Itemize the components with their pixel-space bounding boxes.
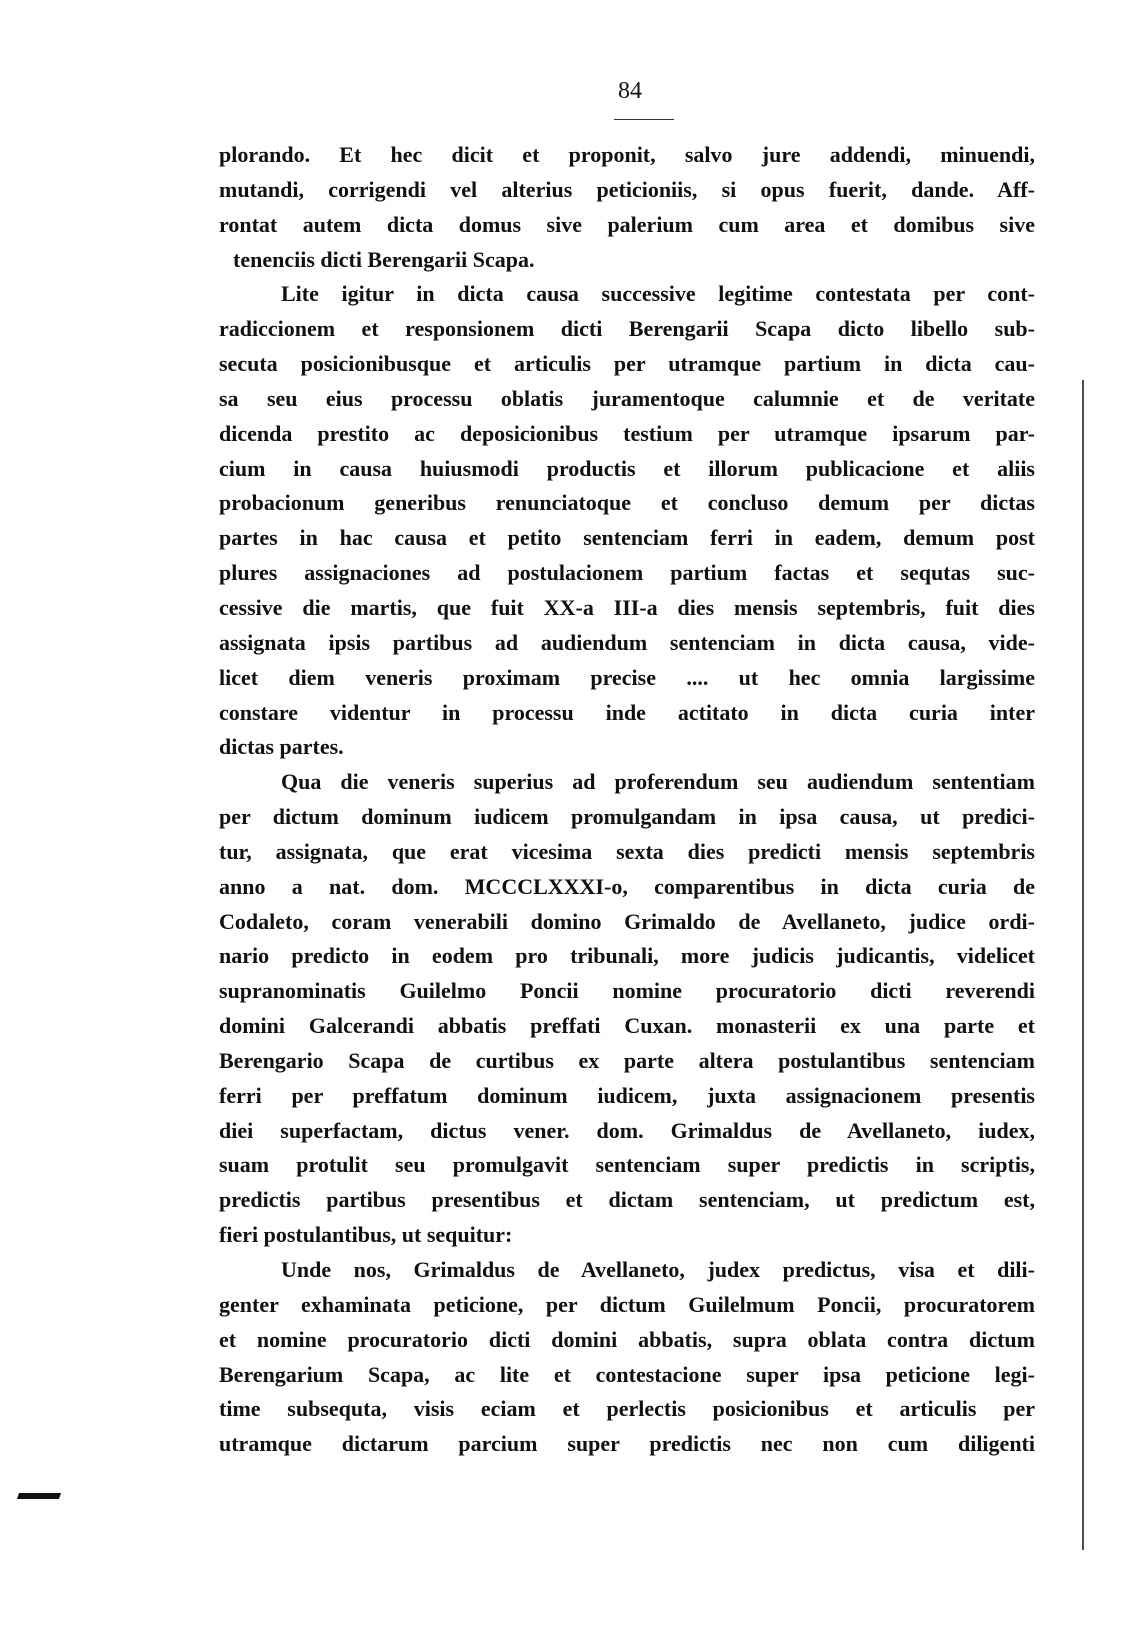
text-line: nario predicto in eodem pro tribunali, more judicis judicantis, videlicet	[219, 943, 1035, 969]
text-line: suam protulit seu promulgavit sentenciam super predictis in scriptis,	[219, 1152, 1035, 1178]
text-line: utramque dictarum parcium super predictis nec non cum diligenti	[219, 1431, 1035, 1457]
text-line: constare videntur in processu inde actitato in dicta curia inter	[219, 699, 1035, 725]
text-line: Qua die veneris superius ad proferendum seu audiendum sententiam	[281, 769, 1035, 795]
text-line: plures assignaciones ad postulacionem partium factas et sequtas suc-	[219, 560, 1035, 586]
paragraph	[219, 1253, 1035, 1462]
text-line: Lite igitur in dicta causa successive legitime contestata per cont-	[281, 281, 1035, 307]
text-line: secuta posicionibusque et articulis per utramque partium in dicta cau-	[219, 351, 1035, 377]
text-line: anno a nat. dom. MCCCLXXXI-o, comparentibus in dicta curia de	[219, 873, 1035, 899]
text-line: dicenda prestito ac deposicionibus testium per utramque ipsarum par-	[219, 420, 1035, 446]
text-line: mutandi, corrigendi vel alterius peticioniis, si opus fuerit, dande. Aff-	[219, 176, 1035, 202]
body-text	[219, 138, 1035, 1462]
text-line: ferri per preffatum dominum iudicem, juxta assignacionem presentis	[219, 1082, 1035, 1108]
text-line: et nomine procuratorio dicti domini abbatis, supra oblata contra dictum	[219, 1326, 1035, 1352]
text-line: probacionum generibus renunciatoque et concluso demum per dictas	[219, 490, 1035, 516]
paragraph	[219, 277, 1035, 765]
text-line: predictis partibus presentibus et dictam sentenciam, ut predictum est,	[219, 1187, 1035, 1213]
text-line: licet diem veneris proximam precise .... ut hec omnia largissime	[219, 664, 1035, 690]
text-line: tur, assignata, que erat vicesima sexta dies predicti mensis septembris	[219, 838, 1035, 864]
text-line: time subsequta, visis eciam et perlectis posicionibus et articulis per	[219, 1396, 1035, 1422]
text-line: radiccionem et responsionem dicti Berengarii Scapa dicto libello sub-	[219, 316, 1035, 342]
text-line: cium in causa huiusmodi productis et illorum publicacione et aliis	[219, 455, 1035, 481]
text-line: rontat autem dicta domus sive palerium cum area et domibus sive	[219, 211, 1035, 237]
text-line: assignata ipsis partibus ad audiendum sentenciam in dicta causa, vide-	[219, 629, 1035, 655]
text-line: domini Galcerandi abbatis preffati Cuxan. monasterii ex una parte et	[219, 1013, 1035, 1039]
text-line: dictas partes.	[219, 734, 344, 760]
paragraph	[219, 138, 1035, 277]
text-line: plorando. Et hec dicit et proponit, salvo jure addendi, minuendi,	[219, 142, 1035, 167]
text-line: diei superfactam, dictus vener. dom. Grimaldus de Avellaneto, iudex,	[219, 1117, 1035, 1143]
text-line: partes in hac causa et petito sentenciam ferri in eadem, demum post	[219, 525, 1035, 551]
text-line: tenenciis dicti Berengarii Scapa.	[233, 246, 535, 272]
paragraph	[219, 765, 1035, 1253]
page-number-rule	[614, 119, 674, 120]
text-line: sa seu eius processu oblatis juramentoque calumnie et de veritate	[219, 385, 1035, 411]
text-line: cessive die martis, que fuit XX-a III-a dies mensis septembris, fuit dies	[219, 594, 1035, 620]
page-number: 84	[618, 78, 642, 104]
text-line: per dictum dominum iudicem promulgandam in ipsa causa, ut predici-	[219, 804, 1035, 830]
text-line: fieri postulantibus, ut sequitur:	[219, 1222, 513, 1248]
text-line: Unde nos, Grimaldus de Avellaneto, judex predictus, visa et dili-	[281, 1257, 1035, 1282]
text-line: supranominatis Guilelmo Poncii nomine procuratorio dicti reverendi	[219, 978, 1035, 1004]
scan-edge-line	[1082, 380, 1084, 1550]
text-line: Berengarium Scapa, ac lite et contestacione super ipsa peticione legi-	[219, 1361, 1035, 1387]
scan-corner-mark	[17, 1493, 61, 1499]
text-line: Codaleto, coram venerabili domino Grimaldo de Avellaneto, judice ordi-	[219, 908, 1035, 934]
text-line: Berengario Scapa de curtibus ex parte altera postulantibus sentenciam	[219, 1047, 1035, 1073]
text-line: genter exhaminata peticione, per dictum Guilelmum Poncii, procuratorem	[219, 1291, 1035, 1317]
